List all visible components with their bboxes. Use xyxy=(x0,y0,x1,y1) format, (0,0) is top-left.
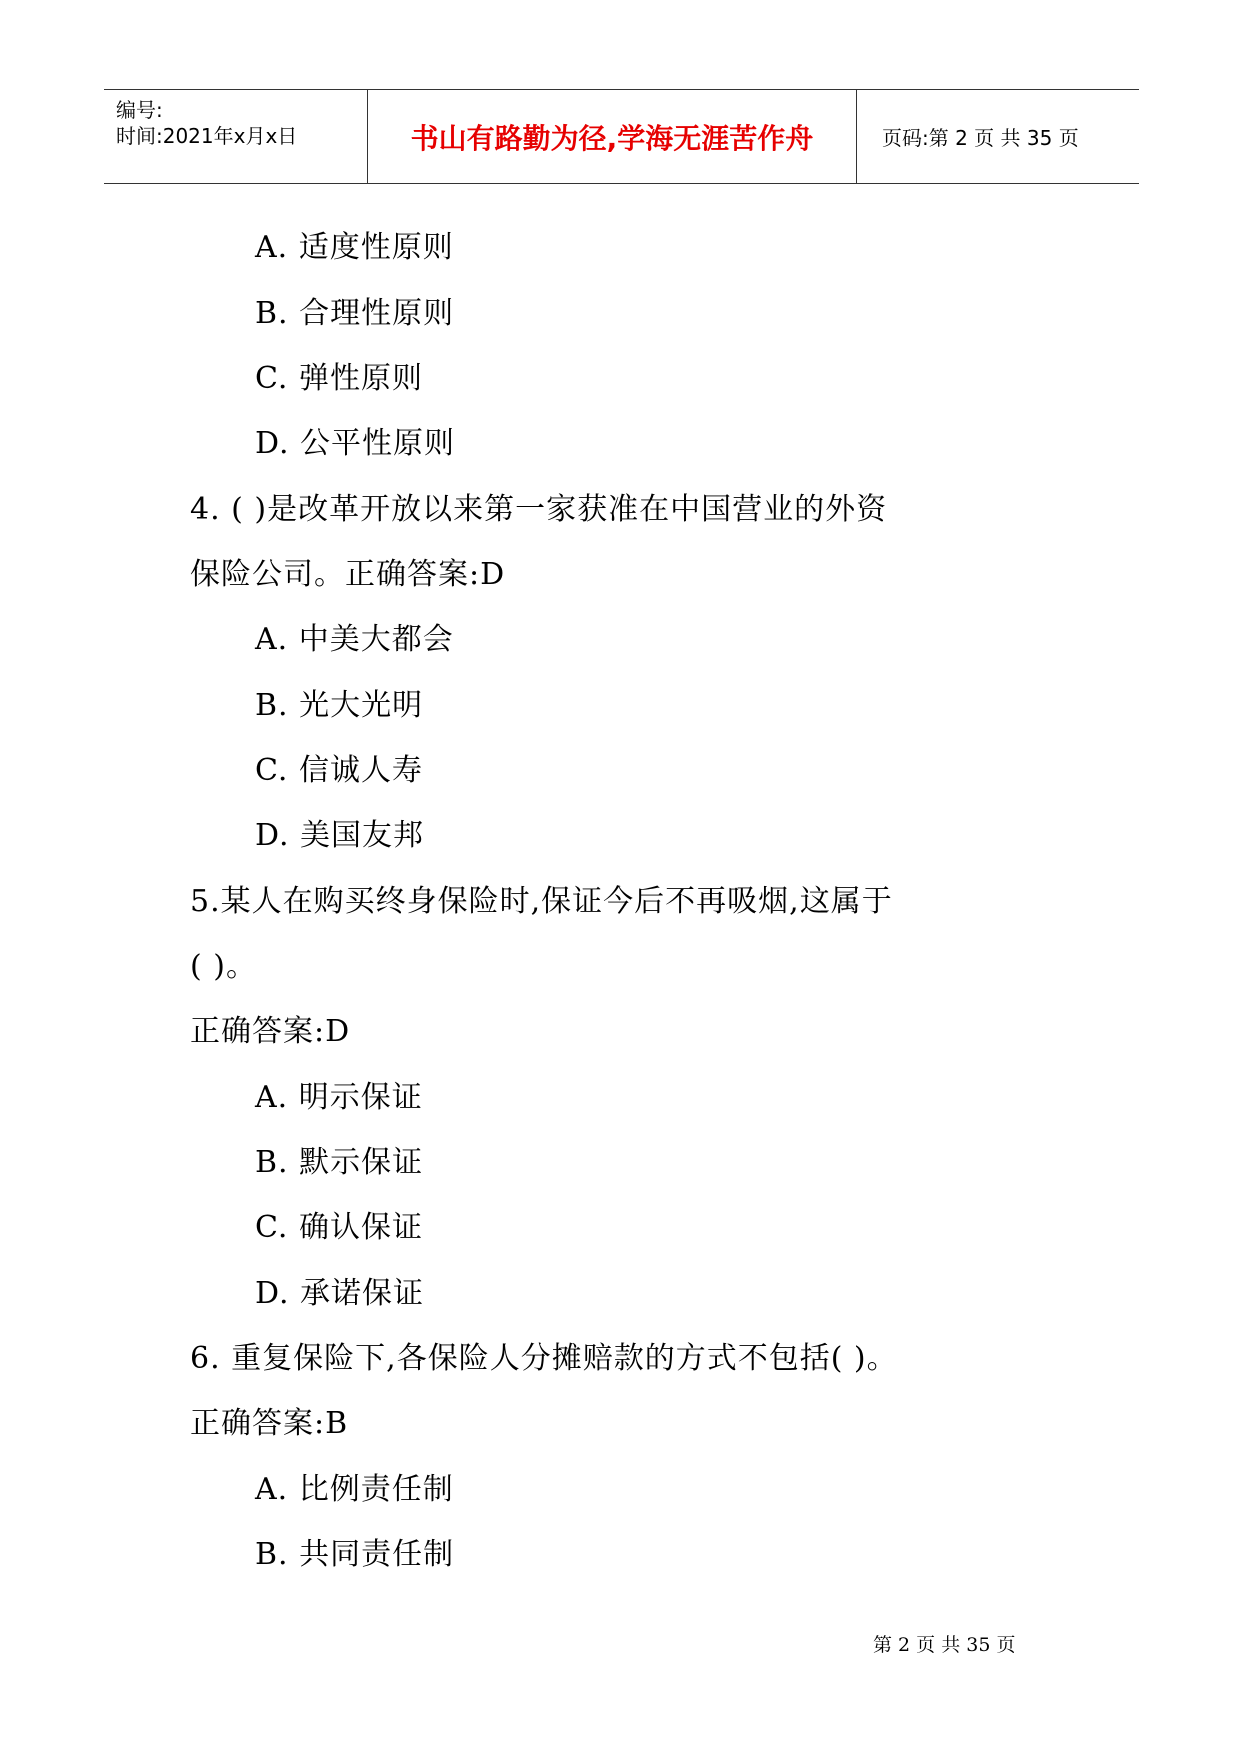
header-motto: 书山有路勤为径,学海无涯苦作舟 xyxy=(368,90,857,183)
header-meta-cell xyxy=(104,90,368,183)
option-line: B. 合理性原则 xyxy=(255,296,455,331)
option-line: D. 美国友邦 xyxy=(255,818,425,853)
question-line: 保险公司。正确答案:D xyxy=(190,557,506,592)
answer-line: 正确答案:D xyxy=(190,1014,351,1049)
page-footer: 第 2 页 共 35 页 xyxy=(873,1634,1016,1656)
header-page-code: 页码:第 2 页 共 35 页 xyxy=(882,126,1079,150)
document-date-label: 时间:2021年x月x日 xyxy=(116,124,298,148)
option-line: B. 光大光明 xyxy=(255,688,424,723)
question-line: 5.某人在购买终身保险时,保证今后不再吸烟,这属于 xyxy=(190,884,893,919)
option-line: A. 明示保证 xyxy=(255,1080,423,1115)
option-line: A. 中美大都会 xyxy=(255,622,454,657)
option-line: C. 信诚人寿 xyxy=(255,753,423,788)
option-line: A. 适度性原则 xyxy=(255,230,454,265)
option-line: C. 确认保证 xyxy=(255,1210,423,1245)
page-header xyxy=(104,89,1139,184)
option-line: A. 比例责任制 xyxy=(255,1472,454,1507)
question-line: 4. ( )是改革开放以来第一家获准在中国营业的外资 xyxy=(190,492,888,527)
answer-line: 正确答案:B xyxy=(190,1406,349,1441)
document-number-label: 编号: xyxy=(116,98,163,122)
question-line: 6. 重复保险下,各保险人分摊赔款的方式不包括( )。 xyxy=(190,1341,898,1376)
option-line: D. 承诺保证 xyxy=(255,1276,425,1311)
option-line: D. 公平性原则 xyxy=(255,426,456,461)
option-line: B. 默示保证 xyxy=(255,1145,424,1180)
question-line: ( )。 xyxy=(190,949,257,984)
option-line: C. 弹性原则 xyxy=(255,361,423,396)
option-line: B. 共同责任制 xyxy=(255,1537,455,1572)
